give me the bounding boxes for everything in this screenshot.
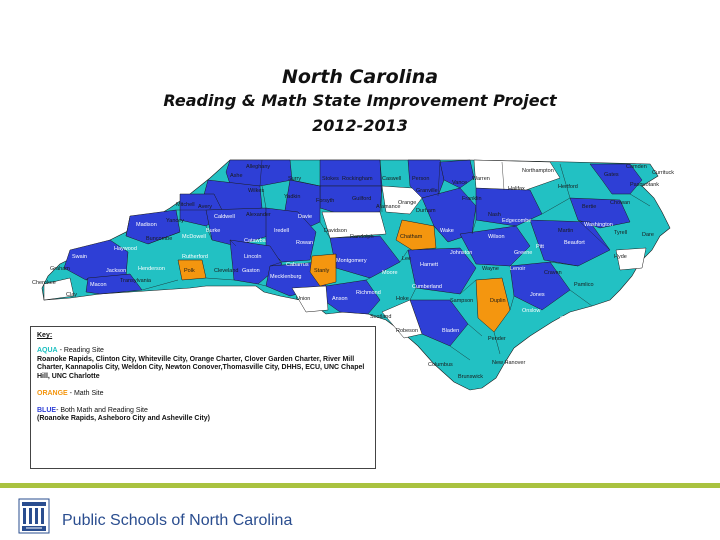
label-chowan: Chowan xyxy=(610,200,631,206)
label-rutherford: Rutherford xyxy=(182,254,208,260)
key-aqua-desc: - Reading Site xyxy=(57,346,104,354)
label-lincoln: Lincoln xyxy=(244,254,262,260)
label-chatham: Chatham xyxy=(400,234,423,240)
label-forsyth: Forsyth xyxy=(316,198,335,204)
label-durham: Durham xyxy=(416,208,436,214)
label-martin: Martin xyxy=(558,228,574,234)
label-camden: Camden xyxy=(626,164,647,170)
label-hertford: Hertford xyxy=(558,184,578,190)
label-robeson: Robeson xyxy=(396,328,419,334)
label-wilson: Wilson xyxy=(488,234,505,240)
label-avery: Avery xyxy=(198,204,212,210)
label-iredell: Iredell xyxy=(274,228,289,234)
label-catawba: Catawba xyxy=(244,238,266,244)
label-bladen: Bladen xyxy=(442,328,460,334)
label-cumberland: Cumberland xyxy=(412,284,442,290)
label-washington: Washington xyxy=(584,222,613,228)
label-lee: Lee xyxy=(402,256,412,262)
label-gates: Gates xyxy=(604,172,619,178)
label-columbus: Columbus xyxy=(428,362,453,368)
map-subtitle: Reading & Math State Improvement Project xyxy=(163,91,557,110)
label-stanly: Stanly xyxy=(314,268,330,274)
key-blue-label: BLUE xyxy=(37,406,57,414)
map-year: 2012-2013 xyxy=(312,116,408,135)
key-heading: Key: xyxy=(37,332,53,339)
label-brunswick: Brunswick xyxy=(458,374,484,380)
label-clay: Clay xyxy=(66,292,78,298)
label-mecklenburg: Mecklenburg xyxy=(270,274,302,280)
label-franklin: Franklin xyxy=(462,196,482,202)
label-harnett: Harnett xyxy=(420,262,439,268)
label-guilford: Guilford xyxy=(352,196,372,202)
label-wake: Wake xyxy=(440,228,454,234)
label-johnston: Johnston xyxy=(450,250,473,256)
label-jones: Jones xyxy=(530,292,545,298)
label-northampton: Northampton xyxy=(522,168,554,174)
label-mcdowell: McDowell xyxy=(182,234,206,240)
label-halifax: Halifax xyxy=(508,186,525,192)
label-nash: Nash xyxy=(488,212,501,218)
label-henderson: Henderson xyxy=(138,266,165,272)
label-bertie: Bertie xyxy=(582,204,597,210)
key-orange-row xyxy=(37,390,369,399)
key-blue-desc: - Both Math and Reading Site xyxy=(56,406,148,414)
county-stokes-rockingham xyxy=(320,160,382,186)
label-gaston: Gaston xyxy=(242,268,260,274)
label-surry: Surry xyxy=(288,176,302,182)
label-rockingham: Rockingham xyxy=(342,176,373,182)
key-aqua-list: Roanoke Rapids, Clinton City, Whiteville City, Orange Charter, Clover Garden Charter, River Mill Charter, Kannapolis City, Weldon City, Newton Conover,Thomasville City, DHHS, ECU, UNC Chapel Hill, UNC Charlotte xyxy=(37,355,365,380)
label-onslow: Onslow xyxy=(522,308,541,314)
label-hoke: Hoke xyxy=(396,296,409,302)
key-aqua-label: AQUA xyxy=(37,346,58,354)
label-caldwell: Caldwell xyxy=(214,214,235,220)
label-davidson: Davidson xyxy=(324,228,347,234)
label-haywood: Haywood xyxy=(114,246,137,252)
label-scotland: Scotland xyxy=(370,314,392,320)
label-beaufort: Beaufort xyxy=(564,240,585,246)
label-pitt: Pitt xyxy=(536,244,544,250)
label-rowan: Rowan xyxy=(296,240,314,246)
dpi-building-logo-icon xyxy=(18,498,50,534)
label-hyde: Hyde xyxy=(614,254,627,260)
label-randolph: Randolph xyxy=(350,234,374,240)
label-buncombe: Buncombe xyxy=(146,236,173,242)
label-jackson: Jackson xyxy=(106,268,127,274)
label-davie: Davie xyxy=(298,214,313,220)
label-union: Union xyxy=(296,296,311,302)
key-blue-list: (Roanoke Rapids, Asheboro City and Asheville City) xyxy=(37,415,210,423)
label-mitchell: Mitchell xyxy=(176,202,195,208)
label-pender: Pender xyxy=(488,336,506,342)
label-edgecombe: Edgecombe xyxy=(502,218,532,224)
label-swain: Swain xyxy=(72,254,87,260)
key-blue-row xyxy=(37,407,369,416)
label-yancey: Yancey xyxy=(166,218,184,224)
label-cherokee: Cherokee xyxy=(32,280,56,286)
key-orange-desc: - Math Site xyxy=(67,389,104,397)
label-vance: Vance xyxy=(452,180,468,186)
label-currituck: Currituck xyxy=(652,170,675,176)
label-sampson: Sampson xyxy=(450,298,474,304)
label-anson: Anson xyxy=(332,296,348,302)
key-aqua-row xyxy=(37,347,369,356)
label-alleghany: Alleghany xyxy=(246,164,271,170)
label-polk: Polk xyxy=(184,268,195,274)
label-new-hanover: New Hanover xyxy=(492,360,526,366)
label-pamlico: Pamlico xyxy=(574,282,594,288)
label-madison: Madison xyxy=(136,222,157,228)
label-wayne: Wayne xyxy=(482,266,499,272)
map-key xyxy=(30,326,376,469)
footer-brand-text: Public Schools of North Carolina xyxy=(62,512,293,529)
label-dare: Dare xyxy=(642,232,654,238)
label-carteret: Carteret xyxy=(560,316,580,322)
label-orange: Orange xyxy=(398,200,417,206)
label-richmond: Richmond xyxy=(356,290,381,296)
label-cabarrus: Cabarrus xyxy=(286,262,309,268)
footer-accent-bar xyxy=(0,483,720,488)
label-moore: Moore xyxy=(382,270,398,276)
label-alamance: Alamance xyxy=(376,204,401,210)
label-transylvania: Transylvania xyxy=(120,278,151,284)
label-ashe: Ashe xyxy=(230,173,243,179)
key-orange-label: ORANGE xyxy=(37,389,68,397)
label-macon: Macon xyxy=(90,282,107,288)
label-greene: Greene xyxy=(514,250,533,256)
label-stokes: Stokes xyxy=(322,176,339,182)
label-pasquotank: Pasquotank xyxy=(630,182,660,188)
label-yadkin: Yadkin xyxy=(284,194,301,200)
label-montgomery: Montgomery xyxy=(336,258,367,264)
label-craven: Craven xyxy=(544,270,562,276)
label-person: Person xyxy=(412,176,430,182)
label-alexander: Alexander xyxy=(246,212,271,218)
map-title: North Carolina xyxy=(281,66,439,88)
label-burke: Burke xyxy=(206,228,221,234)
label-graham: Graham xyxy=(50,266,70,272)
label-wilkes: Wilkes xyxy=(248,188,265,194)
label-warren: Warren xyxy=(472,176,490,182)
label-cleveland: Cleveland xyxy=(214,268,239,274)
label-lenoir: Lenoir xyxy=(510,266,526,272)
label-tyrell: Tyrell xyxy=(614,230,628,236)
label-duplin: Duplin xyxy=(490,298,506,304)
label-granville: Granville xyxy=(416,188,438,194)
label-caswell: Caswell xyxy=(382,176,402,182)
